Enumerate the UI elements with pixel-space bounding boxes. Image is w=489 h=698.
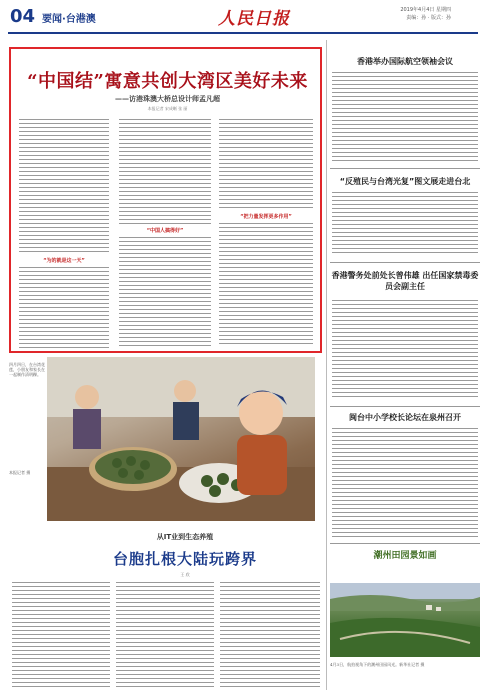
editor-line: 责编：孙 · 版式：孙 — [406, 15, 451, 21]
photo-caption: 四月四日，在台湾花莲，小朋友和家长在一起制作清明粿。 — [9, 362, 45, 377]
lead-column-2b — [119, 237, 211, 349]
lead-subhead-1: “为的就是这一天” — [43, 258, 85, 264]
lead-subhead-2: “中国人搞得好” — [146, 228, 184, 234]
right-article-title-3[interactable]: 香港警务处前处长曾伟雄 出任国家禁毒委员会副主任 — [331, 271, 479, 291]
right-article-title-2[interactable]: “反殖民与台湾光复”图文展走进台北 — [339, 177, 471, 186]
right-article-body-4 — [332, 428, 478, 540]
right-article-body-2 — [332, 192, 478, 258]
section-name: 要闻·台港澳 — [42, 14, 96, 25]
column-divider — [326, 40, 327, 690]
right-separator-2 — [330, 262, 480, 263]
page-number: 04 — [10, 6, 36, 27]
bottom-article-title[interactable]: 台胞扎根大陆玩跨界 — [112, 550, 257, 568]
right-article-body-1 — [332, 72, 478, 164]
date-line: 2019年4月4日 星期四 — [400, 7, 451, 13]
bottom-article-kicker: 从IT业到生态养殖 — [156, 533, 214, 541]
lead-column-3 — [219, 119, 313, 211]
right-article-body-3 — [332, 300, 478, 402]
lead-article-subtitle: ——访港珠澳大桥总设计师孟凡超 — [115, 95, 220, 103]
bottom-article-column-3 — [220, 582, 320, 690]
lead-column-3b — [219, 223, 313, 349]
lead-subhead-3: “把力量发挥更多作用” — [240, 214, 292, 220]
lead-article-byline: 本报记者 宋成晰 张 丽 — [147, 106, 188, 111]
lead-article[interactable] — [9, 47, 322, 353]
bottom-article-author: 王 欣 — [180, 572, 190, 577]
right-separator-1 — [330, 168, 480, 169]
masthead — [0, 0, 489, 40]
right-article-title-1[interactable]: 香港举办国际航空领袖会议 — [357, 57, 453, 66]
right-article-title-4[interactable]: 闽台中小学校长论坛在泉州召开 — [349, 413, 461, 422]
landscape-caption: 4月3日，航拍视角下的潮州田园风光。新华社记者 摄 — [330, 662, 425, 667]
lead-column-2 — [119, 119, 211, 227]
feature-photo[interactable] — [47, 357, 315, 521]
right-separator-4 — [330, 543, 480, 544]
landscape-title[interactable]: 潮州田园景如画 — [373, 551, 437, 561]
bottom-article-column-2 — [116, 582, 214, 690]
lead-column-1b — [19, 267, 109, 349]
lead-article-title[interactable]: “中国结”寓意共创大湾区美好未来 — [27, 71, 308, 92]
lead-column-1 — [19, 119, 109, 254]
newspaper-logo: 人民日报 — [218, 9, 290, 29]
masthead-rule — [8, 32, 478, 34]
landscape-photo-illustration — [330, 583, 480, 657]
right-separator-3 — [330, 406, 480, 407]
bottom-article-column-1 — [12, 582, 110, 690]
photo-credit: 本报记者 摄 — [9, 470, 31, 475]
landscape-photo[interactable] — [330, 583, 480, 657]
feature-photo-illustration — [47, 357, 315, 521]
